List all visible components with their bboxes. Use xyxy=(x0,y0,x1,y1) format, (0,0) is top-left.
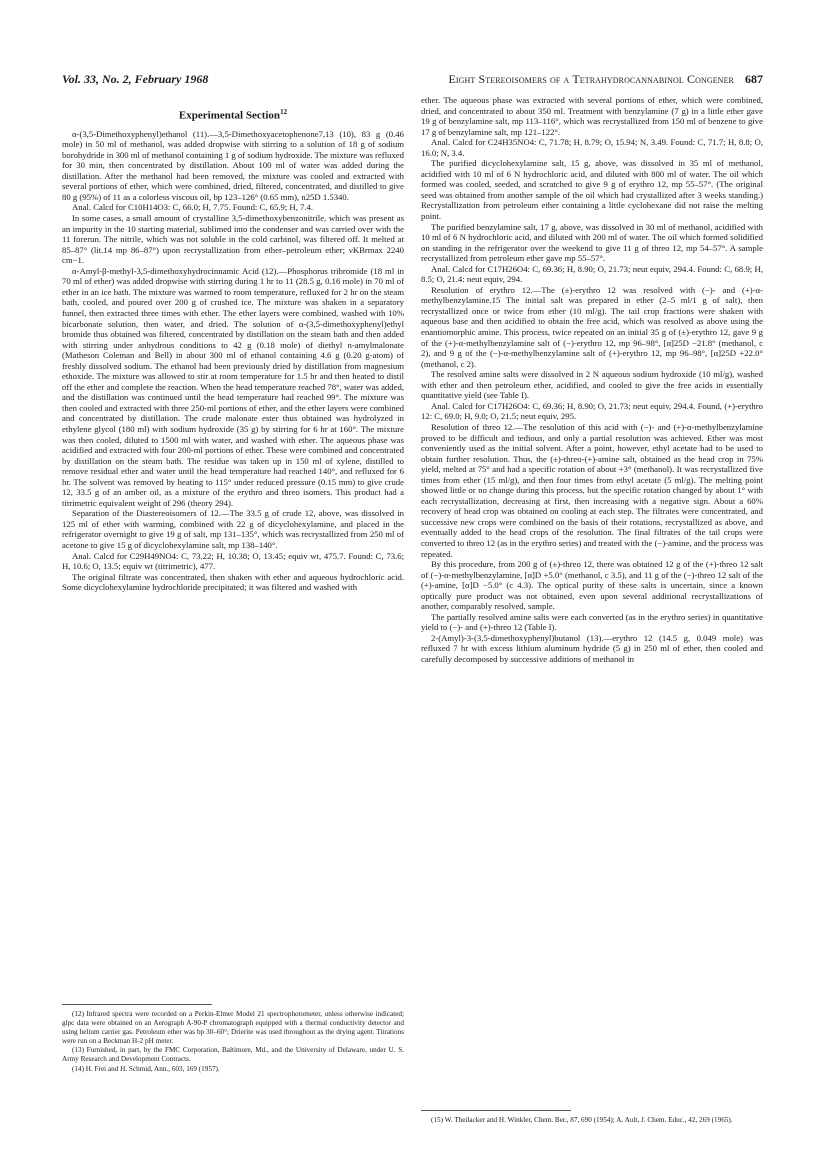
paragraph: Anal. Calcd for C10H14O3: C, 66.0; H, 7.75. Found: C, 65.9; H, 7.4. xyxy=(72,202,314,213)
page-number: 687 xyxy=(745,72,763,86)
footnote: (14) H. Frei and H. Schmid, Ann., 603, 169 (1957). xyxy=(72,1064,220,1073)
right-column xyxy=(421,95,763,665)
paragraph: By this procedure, from 200 g of (±)-threo 12, there was obtained 12 g of the (+)-threo 12 salt of (−)-α-methylbenzylamine, [α]D +5.0° (methanol, c 3.5), and 11 g of the (−)-threo 12 salt of the (+)-amine, [α]D −5.0° (c 4.3). The optical purity of these salts is uncertain, since a known optically pure product was not obtained, even upon several additional recrystallizations of another, comparably resolved, sample. xyxy=(421,559,763,612)
footnote-rule xyxy=(62,1004,212,1005)
paragraph: The partially resolved amine salts were each converted (as in the erythro series) in quantitative yield to (−)- and (+)-threo 12 (Table I). xyxy=(421,611,763,633)
volume-issue: Vol. 33, No. 2, February 1968 xyxy=(62,72,209,86)
paragraph: Separation of the Diastereoisomers of 12.—The 33.5 g of crude 12, above, was dissolved in 125 ml of ether with warming, combined with 22 g of dicyclohexylamine, and placed in the refrigerator overnight to give 19 g of salt, mp 131–135°, which was recrystallized from 250 ml of acetone to give 15 g of dicyclohexylamine salt, mp 138–140°. xyxy=(62,508,404,550)
paragraph: The purified dicyclohexylamine salt, 15 g, above, was dissolved in 35 ml of methanol, acidified with 10 ml of 6 N hydrochloric acid, and diluted with 800 ml of water. The oil which formed was cooled, seeded, and scratched to give 9 g of erythro 12, mp 55–57°. (The original seed was obtained from another sample of the oil which had crystallized after 3 weeks standing.) Recrystallization from petroleum ether containing a little cyclohexane did not raise the melting point. xyxy=(421,158,763,222)
section-title: Experimental Section xyxy=(178,109,281,122)
paragraph: 2-(Amyl)-3-(3,5-dimethoxyphenyl)butanol (13).—erythro 12 (14.5 g, 0.049 mole) was refluxed 7 hr with excess lithium aluminum hydride (5 g) in 250 ml of ether, then cooled and carefully decomposed by successive additions of methanol in xyxy=(421,632,763,664)
running-title: Eight Stereoisomers of a Tetrahydrocannabinol Congener xyxy=(448,72,734,86)
paragraph: α-(3,5-Dimethoxyphenyl)ethanol (11).—3,5-Dimethoxyacetophenone7,13 (10), 83 g (0.46 mole) in 50 ml of methanol, was added dropwise with stirring to a solution of 18 g of sodium borohydride in 300 ml of methanol containing 1 g of sodium hydroxide. The mixture was refluxed for 30 min, then concentrated by distillation. About 100 ml of water was added during the distillation. After the methanol had been removed, the mixture was cooled and extracted with several portions of ether, which were combined, dried, filtered, concentrated, and distilled to give 80 g (95%) of 11 as a colorless viscous oil, bp 123–126° (0.65 mm), n25D 1.5340. xyxy=(62,128,404,202)
paragraph: Anal. Calcd for C17H26O4: C, 69.36; H, 8.90; O, 21.73; neut equiv, 294.4. Found, (+)-erythro 12: C, 69.0; H, 9.0; O, 21.5; neut equiv, 295. xyxy=(421,400,763,422)
paragraph: α-Amyl-β-methyl-3,5-dimethoxyhydrocinnamic Acid (12).—Phosphorus tribromide (18 ml in 70 ml of ether) was added dropwise with stirring during 1 hr to 11 (28.5 g, 0.16 mole) in 70 ml of ether in an ice bath. The mixture was warmed to room temperature, refluxed for 2 hr on the steam bath, cooled, and poured over 200 g of crushed ice. The mixture was shaken in a separatory funnel, then extracted three times with ether. The ether layers were combined, washed with 10% bicarbonate solution, then water, and dried. The solution of α-(3,5-dimethoxyphenyl)ethyl bromide thus obtained was filtered, concentrated by distillation on the steam bath and then added with stirring under anhydrous conditions to 42 g (0.18 mole) of diethyl n-amylmalonate (Matheson Coleman and Bell) in about 300 ml of ethanol containing 4.6 g (0.20 g-atom) of freshly dissolved sodium. The ethanol had been previously dried by distillation from magnesium ethoxide. The mixture was allowed to stir at room temperature for 1.5 hr and then heated to distil off the ether and complete the reaction. When the head temperature reached 78°, water was added, and the distillation was continued until the head temperature had reached 99°. The mixture was then cooled and extracted with three 250-ml portions of ether, and the ether layers were combined and concentrated by distillation. The crude malonate ester thus obtained was hydrolyzed in ethylene glycol (180 ml) with sodium hydroxide (35 g) by stirring for 6 hr at 160°. The mixture was then cooled, diluted to 1500 ml with water, and washed with ether. The aqueous phase was acidified and extracted with four 200-ml portions of ether. These were combined and concentrated by distillation on the steam bath. The residue was taken up in 150 ml of xylene, distilled to remove residual ether and water until the head temperature had reached 140°, and refluxed for 6 hr. The solvent was removed by heating to 115° under reduced pressure (0.15 mm) to give crude 12, 33.5 g of an amber oil, as a mixture of the erythro and threo isomers. This product had a titrimetric equivalent weight of 296 (theory 294). xyxy=(62,265,404,508)
paragraph: Resolution of threo 12.—The resolution of this acid with (−)- and (+)-α-methylbenzylamine proved to be difficult and tedious, and only a partial resolution was achieved. Ether was most conveniently used as the initial solvent. After a point, however, ethyl acetate had to be used to obtain further resolution. Thus, the (±)-threo-(+)-amine salt, obtained as the head crop in 75% yield, melted at 75° and had a specific rotation of about +3° (methanol). It was recrystallized five times from ether (15 ml/g), and then four times from ethyl acetate (5 ml/g). The melting point showed little or no change during this process, but the specific rotation changed by about 1° with each recrystallization, decreasing at first, then increasing with a negative sign. About a 60% recovery of head crop was obtained on cooling at each step. The filtrates were concentrated, and successive new crops were combined on the basis of their rotations, recrystallized as above, and eventually added to the head crops of the resolution. The final filtrates of the tail crops were converted to threo 12 (as in the erythro series) and treated with the (−)-amine, and the process was repeated. xyxy=(421,421,763,559)
footnote: (13) Furnished, in part, by the FMC Corporation, Baltimore, Md., and the University of Delaware, under U. S. Army Research and Development Contracts. xyxy=(62,1046,404,1064)
footnote: (12) Infrared spectra were recorded on a Perkin-Elmer Model 21 spectrophotometer, unless otherwise indicated; glpc data were obtained on an Aerograph A-90-P chromatograph equipped with a thermal conductivity detector and using helium carrier gas. Petroleum ether was bp 30–60°; Drierite was used throughout as the drying agent. Titrations were run on a Beckman H-2 pH meter. xyxy=(62,1010,404,1046)
paragraph: ether. The aqueous phase was extracted with several portions of ether, which were combined, dried, and concentrated to about 350 ml. Treatment with benzylamine (7 g) in a little ether gave 19 g of benzylamine salt, mp 113–116°, which was recrystallized from 150 ml of benzene to give 17 g of benzylamine salt, mp 121–122°. xyxy=(421,95,763,137)
paragraph: In some cases, a small amount of crystalline 3,5-dimethoxybenzonitrile, which was present as an impurity in the 10 starting material, sublimed into the condenser and was carried over with the 11 forerun. The nitrile, which was not soluble in the cold carbinol, was filtered off. It melted at 85–87° (lit.14 mp 86–87°) upon recrystallization from ether–petroleum ether; νKBrmax 2240 cm−1. xyxy=(62,213,404,266)
section-title-footnote-ref: 12 xyxy=(280,108,288,116)
footnote-rule xyxy=(421,1110,571,1111)
paragraph: Anal. Calcd for C29H49NO4: C, 73.22; H, 10.38; O, 13.45; equiv wt, 475.7. Found: C, 73.6; H, 10.6; O, 13.5; equiv wt (titrimetric), 477. xyxy=(62,550,404,572)
paragraph: Anal. Calcd for C24H35NO4: C, 71.78; H, 8.79; O, 15.94; N, 3.49. Found: C, 71.7; H, 8.8; O, 16.0; N, 3.4. xyxy=(421,137,763,158)
section-heading xyxy=(62,105,404,123)
paragraph: Resolution of erythro 12.—The (±)-erythro 12 was resolved with (−)- and (+)-α-methylbenzylamine.15 The initial salt was prepared in ether (2–5 ml/1 g of salt), then recrystallized once or twice from ether (10 ml/g). The tail crop fractions were shaken with aqueous base and then acidified to obtain the free acid, which was resolved as above using the enantiomorphic amine. This process, twice repeated on an initial 35 g of (±)-erythro 12, gave 9 g of the (+)-α-methylbenzylamine salt of (−)-erythro 12, mp 96–98°, [α]25D −21.8° (methanol, c 2), and 9 g of the (−)-α-methylbenzylamine salt of (+)-erythro 12, mp 96–98°, [α]25D +22.0° (methanol, c 2). xyxy=(421,284,763,369)
paragraph: The purified benzylamine salt, 17 g, above, was dissolved in 30 ml of methanol, acidified with 10 ml of 6 N hydrochloric acid, and diluted with 200 ml of water. The oil which formed solidified on standing in the refrigerator over the weekend to give 11 g of threo 12, mp 54–57°. A sample recrystallized from petroleum ether gave mp 55–57°. xyxy=(421,221,763,264)
footnote: (15) W. Theilacker and H. Winkler, Chem. Ber., 87, 690 (1954); A. Ault, J. Chem. Educ., 42, 269 (1965). xyxy=(431,1116,733,1124)
paragraph: The original filtrate was concentrated, then shaken with ether and aqueous hydrochloric acid. Some dicyclohexylamine hydrochloride precipitated; it was filtered and washed with xyxy=(62,571,404,593)
paragraph: Anal. Calcd for C17H26O4: C, 69.36; H, 8.90; O, 21.73; neut equiv, 294.4. Found: C, 68.9; H, 8.5; O, 21.4: neut equiv, 294. xyxy=(421,263,763,285)
footnotes-right xyxy=(421,1110,763,1125)
running-title-group xyxy=(448,70,763,88)
paragraph: The resolved amine salts were dissolved in 2 N aqueous sodium hydroxide (10 ml/g), washed with ether and then petroleum ether, acidified, and cooled to give the free acids in essentially quantitative yield (see Table I). xyxy=(421,369,763,401)
left-column xyxy=(62,95,404,593)
running-head xyxy=(62,70,763,88)
footnotes-left xyxy=(62,1004,404,1074)
